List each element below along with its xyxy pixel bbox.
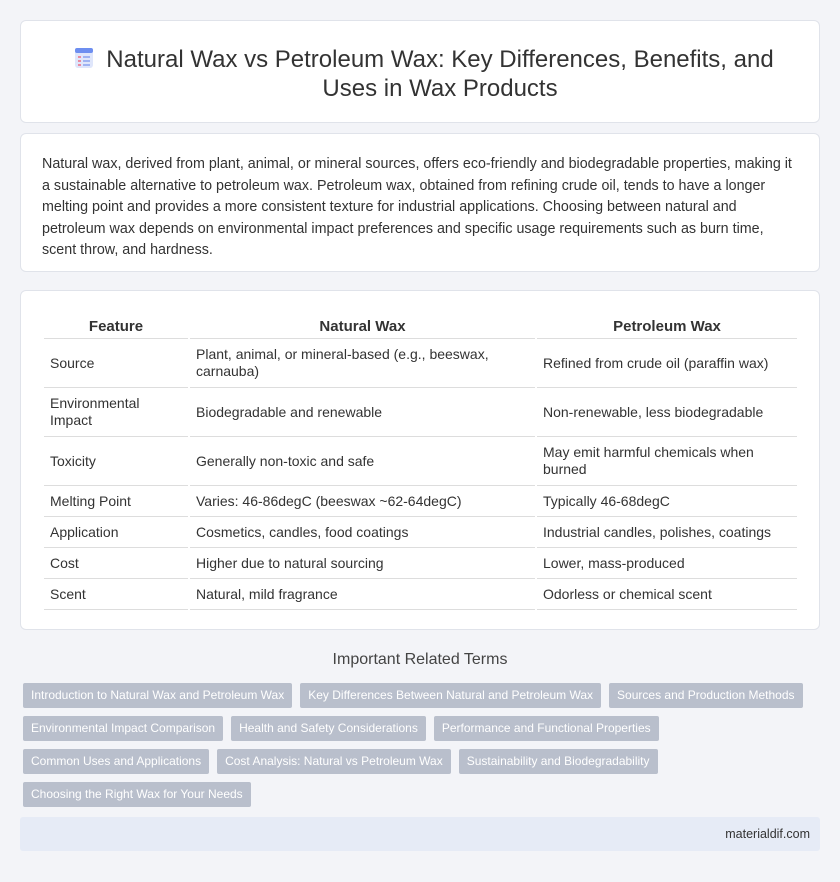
tag-link[interactable]: Sources and Production Methods <box>609 683 802 708</box>
table-cell: Odorless or chemical scent <box>537 579 797 610</box>
table-row <box>44 517 797 548</box>
tag-link[interactable]: Common Uses and Applications <box>23 749 209 774</box>
table-row <box>44 486 797 517</box>
tag-link[interactable]: Sustainability and Biodegradability <box>459 749 658 774</box>
table-row <box>44 339 797 388</box>
table-cell: Biodegradable and renewable <box>190 388 535 437</box>
tag-link[interactable]: Cost Analysis: Natural vs Petroleum Wax <box>217 749 451 774</box>
table-header-petroleum: Petroleum Wax <box>537 311 797 339</box>
footer-site-name: materialdif.com <box>725 827 810 841</box>
table-cell: Toxicity <box>44 437 188 486</box>
header-card <box>20 20 820 123</box>
comparison-table-card <box>20 290 820 630</box>
page-title: Natural Wax vs Petroleum Wax: Key Differences, Benefits, and Uses in Wax Products <box>106 46 774 102</box>
table-cell: Cost <box>44 548 188 579</box>
intro-card <box>20 133 820 272</box>
tag-link[interactable]: Introduction to Natural Wax and Petroleum Wax <box>23 683 292 708</box>
table-cell: Typically 46-68degC <box>537 486 797 517</box>
table-header-feature: Feature <box>44 311 188 339</box>
table-cell: Cosmetics, candles, food coatings <box>190 517 535 548</box>
tag-link[interactable]: Choosing the Right Wax for Your Needs <box>23 782 251 807</box>
table-row <box>44 437 797 486</box>
table-header-natural: Natural Wax <box>190 311 535 339</box>
tag-link[interactable]: Key Differences Between Natural and Petroleum Wax <box>300 683 601 708</box>
tag-link[interactable]: Environmental Impact Comparison <box>23 716 223 741</box>
table-row <box>44 579 797 610</box>
tag-link[interactable]: Performance and Functional Properties <box>434 716 659 741</box>
table-cell: Refined from crude oil (paraffin wax) <box>537 339 797 388</box>
table-cell: Industrial candles, polishes, coatings <box>537 517 797 548</box>
table-row <box>44 548 797 579</box>
intro-paragraph: Natural wax, derived from plant, animal, or mineral sources, offers eco-friendly and biodegradable properties, making it a sustainable alternative to petroleum wax. Petroleum wax, obtained from refining crude oil, tends to have a longer melting point and provides a more consistent texture for industrial applications. Choosing between natural and petroleum wax depends on environmental impact preferences and specific usage requirements such as burn time, scent throw, and hardness. <box>42 156 792 258</box>
table-cell: Environmental Impact <box>44 388 188 437</box>
table-cell: Scent <box>44 579 188 610</box>
table-cell: Non-renewable, less biodegradable <box>537 388 797 437</box>
table-cell: Higher due to natural sourcing <box>190 548 535 579</box>
table-cell: Plant, animal, or mineral-based (e.g., beeswax, carnauba) <box>190 339 535 388</box>
footer <box>20 817 820 851</box>
comparison-table <box>42 311 799 610</box>
related-terms-tags <box>23 683 823 815</box>
related-terms-title: Important Related Terms <box>332 651 508 668</box>
table-cell: Varies: 46-86degC (beeswax ~62-64degC) <box>190 486 535 517</box>
table-cell: Source <box>44 339 188 388</box>
table-row <box>44 388 797 437</box>
table-cell: Natural, mild fragrance <box>190 579 535 610</box>
table-cell: Generally non-toxic and safe <box>190 437 535 486</box>
table-cell: May emit harmful chemicals when burned <box>537 437 797 486</box>
tag-link[interactable]: Health and Safety Considerations <box>231 716 426 741</box>
table-cell: Application <box>44 517 188 548</box>
table-cell: Lower, mass-produced <box>537 548 797 579</box>
table-cell: Melting Point <box>44 486 188 517</box>
